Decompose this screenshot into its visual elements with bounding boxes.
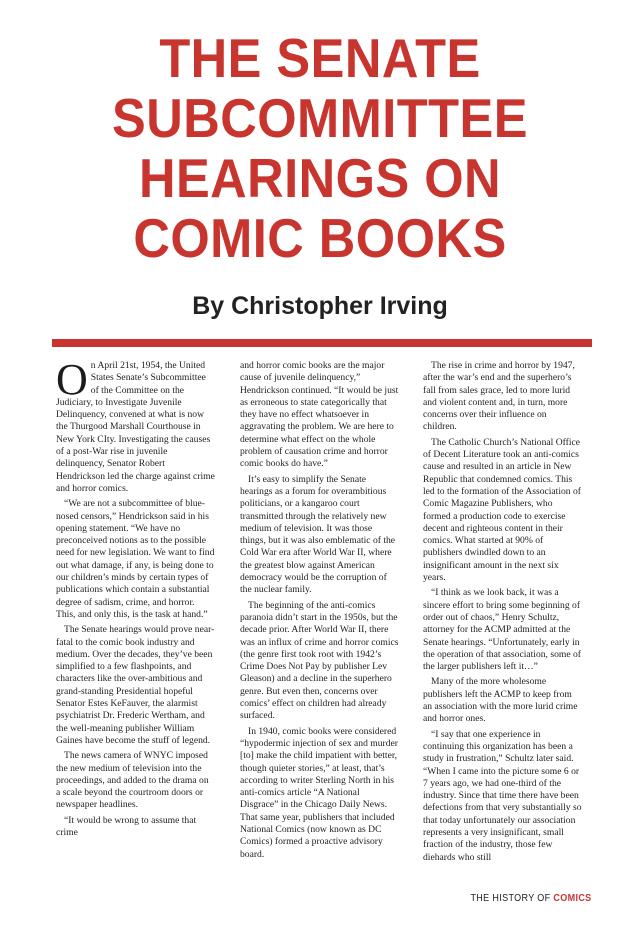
page-footer bbox=[471, 893, 592, 904]
title-line: COMIC BOOKS bbox=[133, 207, 507, 269]
article-paragraph: It’s easy to simplify the Senate hearings as a forum for overambitious politicians, or a kangaroo court transmitted through the relatively new medium of television. It was those things, but it was also emblematic of the Cold War era after World War II, where the greatest blow against American democracy would be the corruption of the nuclear family. bbox=[240, 473, 396, 596]
article-paragraph: The beginning of the anti-comics paranoia didn’t start in the 1950s, but the decade prior. After World War II, there was an influx of crime and horror comics (the genre first took root with 1942’s Crime Does Not Pay by publisher Lev Gleason) and a decline in the superhero genre. But even then, concerns over comics’ effect on children had already surfaced. bbox=[240, 599, 399, 722]
footer-prefix: THE HISTORY OF bbox=[470, 893, 554, 904]
article-paragraph: “We are not a subcommittee of blue-nosed censors,” Hendrickson said in his opening statement. “We have no preconceived notions as to the possible need for new legislation. We want to find out what damage, if any, is being done to our children’s minds by certain types of publications which contain a substantial degree of sadism, crime, and horror. This, and only this, is the task at hand.” bbox=[56, 498, 215, 620]
article-paragraph: In 1940, comic books were considered “hypodermic injection of sex and murder [to] make the child impatient with better, though quieter stories,” at least, that’s according to writer Sterling North in his anti-comics article “A National Disgrace” in the Chicago Daily News. That same year, publishers that included National Comics (now known as DC Comics) formed a proactive advisory board. bbox=[240, 725, 398, 860]
article-column-2 bbox=[240, 360, 399, 864]
article-column-1 bbox=[56, 355, 215, 842]
article-paragraph: “It would be wrong to assume that crime bbox=[56, 814, 197, 838]
article-paragraph: Many of the more wholesome publishers left the ACMP to keep from an association with the more lurid crime and horror ones. bbox=[423, 676, 578, 725]
article-column-3 bbox=[423, 360, 582, 867]
article-paragraph: The Catholic Church’s National Office of Decent Literature took an anti-comics cause and resulted in an article in New Republic that condemned comics. This led to the formation of the Association of Comic Magazine Publishers, who formed a production code to exercise decent and righteous content in their comics. What started at 90% of publishers dwindled down to an insignificant amount in the next six years. bbox=[423, 436, 581, 584]
title-line: HEARINGS ON bbox=[138, 147, 502, 209]
paragraph-text: n April 21st, 1954, the United States Senate’s Subcommittee of the Committee on the Judiciary, to Investigate Juvenile Delinquency, convened at what is now the Thurgood Marshall Courthouse in New York CIty. Investigating the causes of a post-War rise in juvenile delinquency, Senator Robert Hendrickson led the charge against crime and horror comics. bbox=[56, 360, 215, 494]
article-paragraph: “I say that one experience in continuing this organization has been a study in frustration,” Schultz later said. “When I came into the picture some 6 or 7 years ago, we had one-third of the industry. Since that time there have been defections from that very substantially so that today unfortunately our association represents a very insignificant, small fraction of the industry, those few diehards who still bbox=[423, 728, 582, 863]
title-line: THE SENATE bbox=[159, 27, 481, 89]
section-divider bbox=[52, 339, 592, 347]
article-title bbox=[44, 28, 596, 268]
title-line: SUBCOMMITTEE bbox=[112, 87, 528, 149]
article-paragraph: The Senate hearings would prove near-fatal to the comic book industry and medium. Over the decades, they’ve been simplified to a few flashpoints, and characters like the over-ambitious and grand-standing Presidential hopeful Senator Estes KeFauver, the alarmist psychiatrist Dr. Frederic Wertham, and the well-meaning publisher William Gaines have become the stuff of legend. bbox=[56, 624, 215, 746]
article-paragraph: The rise in crime and horror by 1947, after the war’s end and the superhero’s fall from sales grace, led to more lurid and violent content and, in turn, more concerns over their influence on children. bbox=[423, 360, 575, 433]
byline: By Christopher Irving bbox=[192, 292, 448, 320]
article-paragraph: “I think as we look back, it was a sincere effort to bring some beginning of order out of chaos,” Henry Schultz, attorney for the ACMP admitted at the Senate hearings. “Unfortunately, early in the operation of that association, some of the larger publishers left it…” bbox=[423, 587, 581, 673]
article-paragraph bbox=[56, 355, 215, 495]
footer-accent: COMICS bbox=[553, 893, 592, 904]
article-paragraph: and horror comic books are the major cause of juvenile delinquency,” Hendrickson continued. “It would be just as erroneous to state categorically that they have no effect whatsoever in aggravating the problem. We are here to determine what effect on the whole problem of causation crime and horror comic books do have.” bbox=[240, 360, 399, 470]
drop-cap: O bbox=[56, 355, 88, 404]
article-paragraph: The news camera of WNYC imposed the new medium of television into the proceedings, and added to the drama on a scale beyond the courtroom doors or newspaper headlines. bbox=[56, 750, 209, 811]
